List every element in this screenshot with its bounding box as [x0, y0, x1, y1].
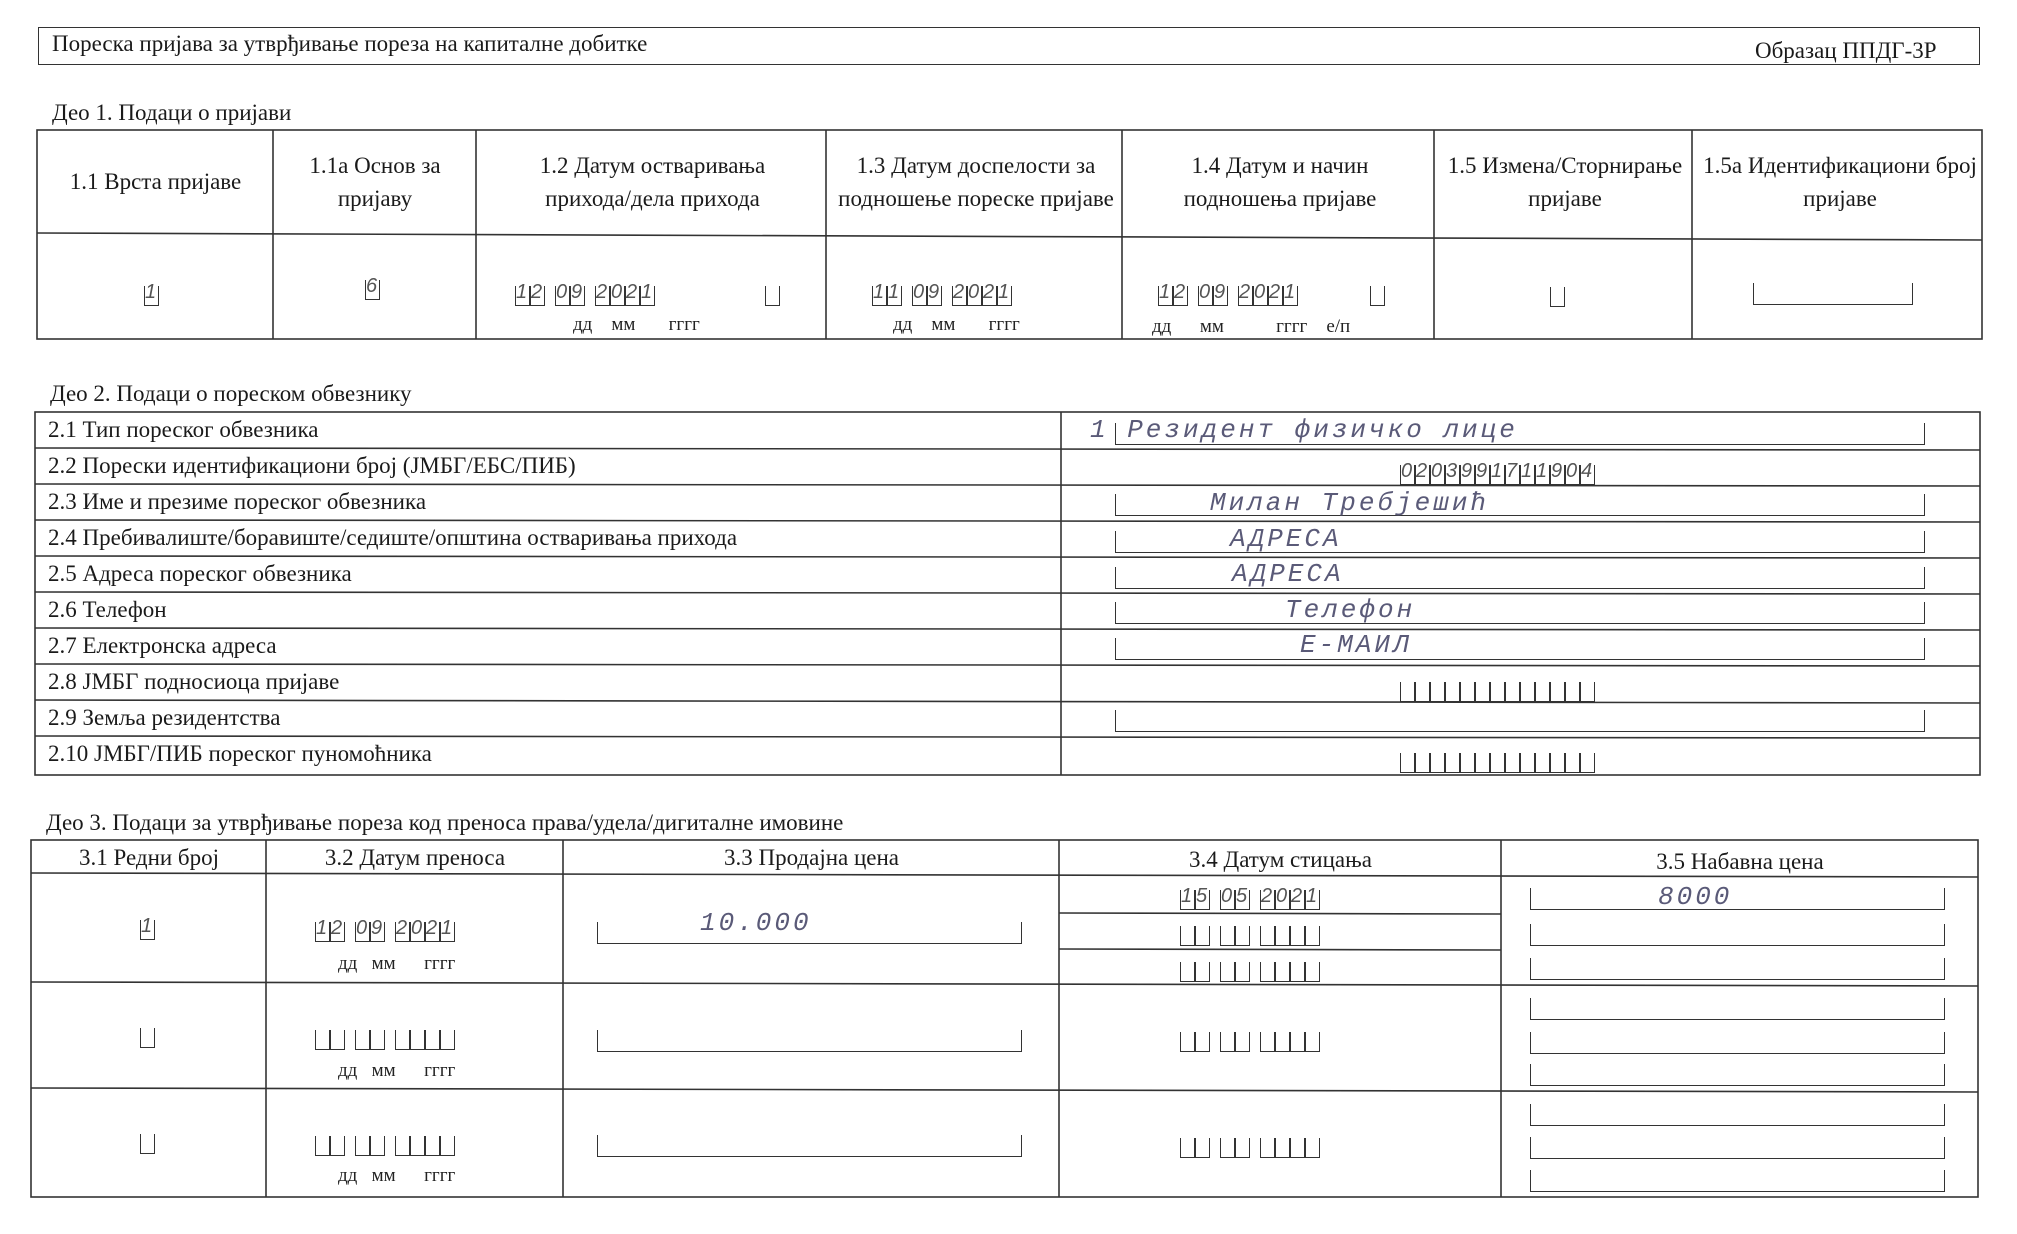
value-adresa: АДРЕСА — [1232, 559, 1344, 589]
digit-box[interactable] — [440, 1130, 455, 1156]
digit-box[interactable] — [1235, 1026, 1250, 1052]
digit-box[interactable] — [330, 1024, 345, 1050]
row2-datum-prenosa[interactable] — [315, 1020, 455, 1050]
part3-title: Део 3. Подаци за утврђивање пореза код преноса права/удела/дигиталне имовине — [46, 810, 844, 835]
digit-box[interactable] — [1275, 956, 1290, 982]
digit-box[interactable] — [395, 1024, 410, 1050]
pib-digit-box[interactable]: 2 — [1415, 459, 1430, 485]
header-date-due: 1.3 Датум доспелости за подношење пореске пријаве — [838, 152, 1114, 211]
row1-nabavna-cena-field-3[interactable] — [1530, 958, 1945, 980]
pib-digit-box[interactable]: 4 — [1580, 459, 1595, 485]
digit-box[interactable]: 9 — [1213, 280, 1228, 306]
header-izmena: 1.5 Измена/Сторнирање пријаве — [1447, 152, 1683, 211]
digit-box[interactable] — [1180, 1132, 1195, 1158]
digit-box[interactable] — [410, 1024, 425, 1050]
digit-box[interactable] — [1275, 1026, 1290, 1052]
row1-datum-sticanja-2[interactable] — [1180, 916, 1320, 946]
row1-date-labels: дд мм гггг — [338, 953, 456, 974]
row2-nabavna-cena-field-3[interactable] — [1530, 1064, 1945, 1086]
value-tip-obveznika: 1 Резидент физичко лице — [1090, 415, 1518, 445]
row2-nabavna-cena-field-2[interactable] — [1530, 1032, 1945, 1054]
digit-box[interactable] — [1260, 920, 1275, 946]
header-id-broj: 1.5а Идентификациони број пријаве — [1703, 152, 1977, 211]
row1-nabavna-cena-value: 8000 — [1658, 882, 1733, 912]
date-submit-labels: дд мм гггг е/п — [1152, 316, 1351, 337]
pib-digit-box[interactable]: 9 — [1460, 459, 1475, 485]
digit-box[interactable]: 0 — [912, 280, 927, 306]
digit-box[interactable] — [315, 1024, 330, 1050]
digit-box[interactable]: 0 — [355, 916, 370, 942]
digit-box[interactable]: 1 — [1305, 884, 1320, 910]
header-date-submit: 1.4 Датум и начин подношења пријаве — [1183, 152, 1377, 211]
digit-box[interactable]: 1 — [440, 916, 455, 942]
row2-redni-broj[interactable] — [140, 1018, 155, 1048]
part2-row-label: 2.9 Земља резидентства — [48, 705, 281, 730]
header-datum-prenosa: 3.2 Датум преноса — [324, 844, 506, 870]
digit-box[interactable]: 2 — [425, 916, 440, 942]
part2-row-label: 2.2 Порески идентификациони број (ЈМБГ/ЕБС/ПИБ) — [48, 453, 576, 478]
row2-datum-sticanja[interactable] — [1180, 1022, 1320, 1052]
part2-row-label: 2.8 ЈМБГ подносиоца пријаве — [48, 669, 340, 694]
vrsta-value: 1 — [145, 281, 157, 303]
digit-box[interactable] — [1220, 920, 1235, 946]
digit-box[interactable]: 0 — [610, 280, 625, 306]
row3-prodajna-cena-field[interactable] — [597, 1135, 1022, 1157]
part2-row-label: 2.3 Име и презиме пореског обвезника — [48, 489, 427, 514]
digit-box[interactable] — [1180, 1026, 1195, 1052]
pib-digit-box[interactable]: 3 — [1445, 459, 1460, 485]
digit-box[interactable] — [1260, 1026, 1275, 1052]
digit-box[interactable]: 2 — [1268, 280, 1283, 306]
digit-box[interactable] — [1290, 920, 1305, 946]
pib-digit-box[interactable]: 1 — [1535, 459, 1550, 485]
pib-digit-box[interactable]: 0 — [1400, 459, 1415, 485]
digit-box[interactable]: 9 — [927, 280, 942, 306]
row1-redni-broj[interactable]: 1 — [140, 910, 155, 940]
row3-nabavna-cena-field-2[interactable] — [1530, 1137, 1945, 1159]
digit-box[interactable] — [1290, 1026, 1305, 1052]
digit-box[interactable]: 2 — [595, 280, 610, 306]
digit-box[interactable] — [425, 1130, 440, 1156]
value-email: Е-МАИЛ — [1300, 630, 1412, 660]
digit-box[interactable]: 1 — [887, 280, 902, 306]
digit-box[interactable]: 1 — [640, 280, 655, 306]
digit-box[interactable] — [1305, 1132, 1320, 1158]
digit-box[interactable]: 5 — [1235, 884, 1250, 910]
digit-box[interactable] — [1260, 956, 1275, 982]
digit-box[interactable]: 0 — [1198, 280, 1213, 306]
header-datum-sticanja: 3.4 Датум стицања — [1189, 846, 1372, 872]
digit-box[interactable]: 0 — [410, 916, 425, 942]
digit-box[interactable] — [1180, 920, 1195, 946]
date-due-labels: дд мм гггг — [893, 314, 1020, 335]
digit-box[interactable] — [1195, 1026, 1210, 1052]
digit-box[interactable] — [1290, 956, 1305, 982]
digit-box[interactable] — [1220, 1026, 1235, 1052]
digit-box[interactable]: 2 — [982, 280, 997, 306]
digit-box[interactable]: 2 — [1173, 280, 1188, 306]
pib-digit-box[interactable]: 7 — [1505, 459, 1520, 485]
digit-box[interactable]: 0 — [1220, 884, 1235, 910]
digit-box[interactable] — [1235, 1132, 1250, 1158]
value-ime-prezime: Милан Требјешић — [1210, 488, 1490, 518]
form-code: Образац ППДГ-3Р — [1755, 38, 1937, 63]
digit-box[interactable] — [1290, 1132, 1305, 1158]
part2-row-label: 2.5 Адреса пореског обвезника — [48, 561, 352, 586]
digit-box[interactable]: 2 — [395, 916, 410, 942]
part2-row-label: 2.7 Електронска адреса — [48, 633, 277, 658]
digit-box[interactable] — [1220, 956, 1235, 982]
row1-datum-sticanja-3[interactable] — [1180, 952, 1320, 982]
pib-digit-box[interactable]: 0 — [1430, 459, 1445, 485]
row3-redni-broj[interactable] — [140, 1124, 155, 1154]
pib-digit-box[interactable]: 1 — [1520, 459, 1535, 485]
date-income-labels: дд мм гггг — [573, 314, 700, 335]
digit-box[interactable] — [1305, 956, 1320, 982]
digit-box[interactable] — [1180, 956, 1195, 982]
digit-box[interactable] — [355, 1130, 370, 1156]
digit-box[interactable] — [370, 1130, 385, 1156]
digit-box[interactable] — [1235, 956, 1250, 982]
digit-box[interactable]: 2 — [330, 916, 345, 942]
row1-datum-prenosa[interactable] — [315, 912, 455, 942]
header-nabavna-cena: 3.5 Набавна цена — [1656, 848, 1824, 874]
digit-box[interactable]: 2 — [1290, 884, 1305, 910]
header-prodajna-cena: 3.3 Продајна цена — [723, 844, 900, 870]
digit-box[interactable] — [355, 1024, 370, 1050]
digit-box[interactable]: 2 — [530, 280, 545, 306]
row1-nabavna-cena-field-2[interactable] — [1530, 924, 1945, 946]
pib-digit-box[interactable]: 0 — [1565, 459, 1580, 485]
row3-datum-prenosa[interactable] — [315, 1126, 455, 1156]
digit-box[interactable] — [410, 1130, 425, 1156]
row1-prodajna-cena-value: 10.000 — [700, 908, 812, 938]
digit-box[interactable]: 9 — [570, 280, 585, 306]
value-telefon: Телефон — [1285, 595, 1416, 625]
digit-box[interactable]: 1 — [1180, 884, 1195, 910]
header-osnov: 1.1а Основ за пријаву — [309, 152, 441, 211]
digit-box[interactable] — [315, 1130, 330, 1156]
row2-date-labels: дд мм гггг — [338, 1060, 456, 1081]
pib-digit-box[interactable]: 1 — [1490, 459, 1505, 485]
row2-prodajna-cena-field[interactable] — [597, 1030, 1022, 1052]
header-redni-broj: 3.1 Редни број — [78, 844, 220, 870]
header-date-income: 1.2 Датум остваривања прихода/дела прихода — [539, 152, 766, 211]
digit-box[interactable]: 2 — [952, 280, 967, 306]
digit-box[interactable] — [370, 1024, 385, 1050]
form-title: Пореска пријава за утврђивање пореза на капиталне добитке — [52, 31, 648, 56]
digit-box[interactable]: 1 — [315, 916, 330, 942]
part2-row-label: 2.10 ЈМБГ/ПИБ пореског пуномоћника — [48, 741, 432, 766]
digit-box[interactable] — [1220, 1132, 1235, 1158]
digit-box[interactable] — [330, 1130, 345, 1156]
digit-box[interactable]: 2 — [1260, 884, 1275, 910]
digit-box[interactable] — [425, 1024, 440, 1050]
digit-box[interactable]: 1 — [1283, 280, 1298, 306]
row3-datum-sticanja[interactable] — [1180, 1128, 1320, 1158]
digit-box[interactable] — [1305, 1026, 1320, 1052]
row1-nabavna-cena-field-1[interactable] — [1530, 888, 1945, 910]
digit-box[interactable] — [440, 1024, 455, 1050]
pib-digit-box[interactable]: 9 — [1475, 459, 1490, 485]
digit-box[interactable]: 1 — [515, 280, 530, 306]
part1-title: Део 1. Подаци о пријави — [52, 100, 292, 125]
digit-box[interactable] — [1275, 920, 1290, 946]
digit-box[interactable] — [395, 1130, 410, 1156]
digit-box[interactable] — [1305, 920, 1320, 946]
part2-row-label: 2.1 Тип пореског обвезника — [48, 417, 319, 442]
digit-box[interactable] — [1260, 1132, 1275, 1158]
pib-digit-box[interactable]: 9 — [1550, 459, 1565, 485]
header-vrsta: 1.1 Врста пријаве — [69, 169, 242, 195]
digit-box[interactable]: 0 — [1275, 884, 1290, 910]
digit-box[interactable] — [1235, 920, 1250, 946]
digit-box[interactable]: 1 — [1158, 280, 1173, 306]
digit-box[interactable]: 0 — [555, 280, 570, 306]
digit-box[interactable]: 5 — [1195, 884, 1210, 910]
row3-nabavna-cena-field-1[interactable] — [1530, 1104, 1945, 1126]
digit-box[interactable]: 0 — [1253, 280, 1268, 306]
digit-box[interactable] — [1195, 920, 1210, 946]
osnov-value: 6 — [366, 275, 378, 297]
row1-datum-sticanja-1[interactable] — [1180, 880, 1320, 910]
digit-box[interactable]: 1 — [872, 280, 887, 306]
digit-box[interactable] — [1195, 1132, 1210, 1158]
row2-nabavna-cena-field-1[interactable] — [1530, 998, 1945, 1020]
digit-box[interactable] — [1195, 956, 1210, 982]
value-prebivaliste: АДРЕСА — [1230, 524, 1342, 554]
digit-box[interactable]: 2 — [1238, 280, 1253, 306]
digit-box[interactable]: 2 — [625, 280, 640, 306]
part2-row-label: 2.4 Пребивалиште/боравиште/седиште/општина остваривања прихода — [48, 525, 738, 550]
digit-box[interactable]: 0 — [967, 280, 982, 306]
row3-date-labels: дд мм гггг — [338, 1165, 456, 1186]
digit-box[interactable]: 1 — [997, 280, 1012, 306]
row3-nabavna-cena-field-3[interactable] — [1530, 1170, 1945, 1192]
part2-row-label: 2.6 Телефон — [48, 597, 167, 622]
digit-box[interactable]: 9 — [370, 916, 385, 942]
part2-title: Део 2. Подаци о пореском обвезнику — [50, 381, 412, 406]
digit-box[interactable] — [1275, 1132, 1290, 1158]
